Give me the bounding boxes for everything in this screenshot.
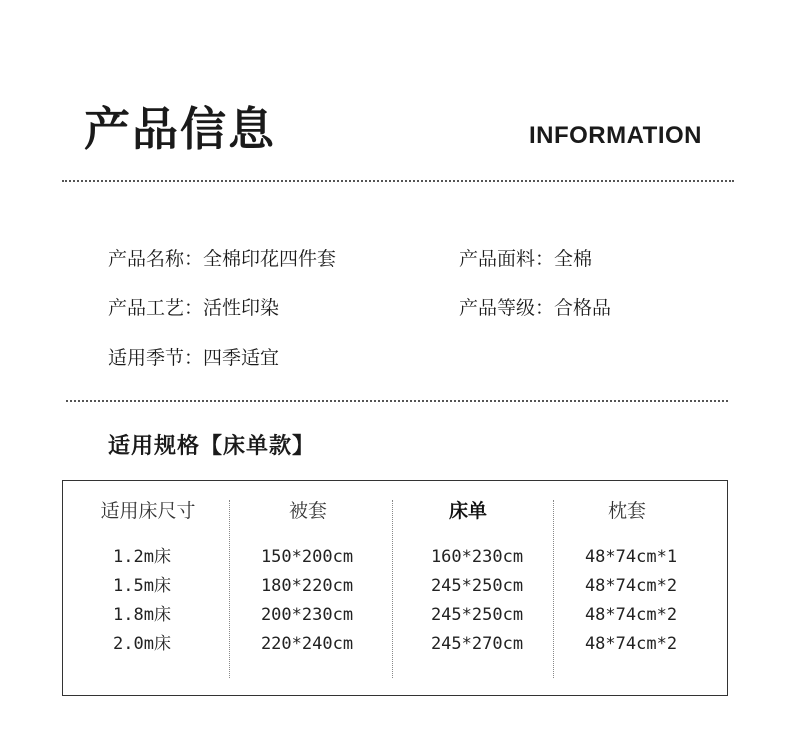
cell-pillowcase: 48*74cm*2	[584, 605, 678, 625]
cell-bed-size: 1.2m床	[113, 547, 171, 567]
cell-duvet-cover: 180*220cm	[260, 576, 354, 596]
cell-duvet-cover: 200*230cm	[260, 605, 354, 625]
header-pillowcase: 枕套	[607, 500, 647, 522]
cell-duvet-cover: 220*240cm	[260, 634, 354, 654]
info-season: 适用季节：四季适宜	[108, 347, 280, 369]
cell-bed-sheet: 245*270cm	[430, 634, 524, 654]
middle-divider	[66, 400, 728, 402]
cell-bed-size: 1.8m床	[113, 605, 171, 625]
cell-pillowcase: 48*74cm*2	[584, 634, 678, 654]
page-title: 产品信息	[84, 102, 276, 156]
top-divider	[62, 180, 734, 182]
info-grade: 产品等级：合格品	[459, 297, 612, 319]
cell-duvet-cover: 150*200cm	[260, 547, 354, 567]
page-subtitle: INFORMATION	[528, 122, 702, 149]
column-divider	[229, 500, 230, 678]
header-duvet-cover: 被套	[288, 500, 328, 522]
cell-pillowcase: 48*74cm*2	[584, 576, 678, 596]
cell-bed-sheet: 245*250cm	[430, 576, 524, 596]
cell-bed-size: 1.5m床	[113, 576, 171, 596]
header-bed-size: 适用床尺寸	[100, 500, 196, 522]
cell-bed-size: 2.0m床	[113, 634, 171, 654]
info-craft: 产品工艺：活性印染	[108, 297, 280, 319]
column-divider	[553, 500, 554, 678]
cell-bed-sheet: 160*230cm	[430, 547, 524, 567]
info-product-name: 产品名称：全棉印花四件套	[108, 248, 337, 270]
spec-section-title: 适用规格【床单款】	[108, 434, 316, 459]
cell-bed-sheet: 245*250cm	[430, 605, 524, 625]
cell-pillowcase: 48*74cm*1	[584, 547, 678, 567]
info-fabric: 产品面料：全棉	[459, 248, 593, 270]
column-divider	[392, 500, 393, 678]
header-bed-sheet: 床单	[448, 500, 488, 522]
